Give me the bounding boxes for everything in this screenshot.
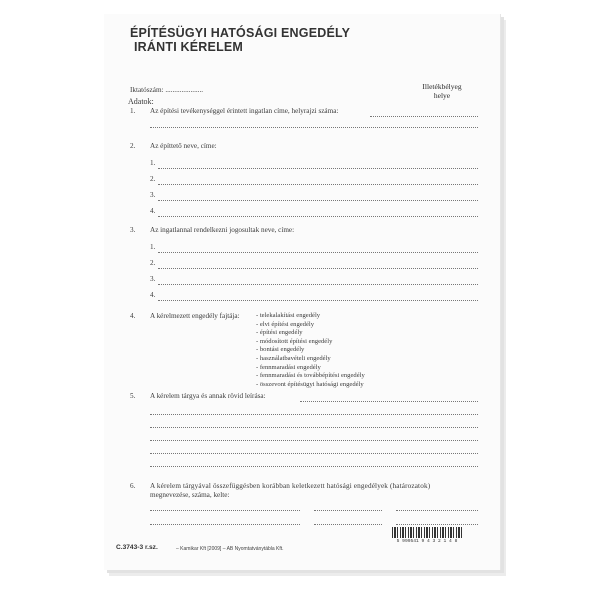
q4-option: - telekalakítási engedély — [256, 312, 321, 319]
q5-line-1[interactable] — [150, 414, 478, 415]
q4-option: - bontási engedély — [256, 346, 305, 354]
q6-date-line-2[interactable] — [396, 524, 478, 525]
barcode-number: 5 999541 9 4 3 2 1 4 8 — [396, 539, 458, 544]
q1-line[interactable] — [150, 127, 478, 128]
q3-number: 3. — [130, 226, 136, 234]
form-title-line1: ÉPÍTÉSÜGYI HATÓSÁGI ENGEDÉLY — [130, 26, 351, 40]
q3-line-3[interactable] — [158, 284, 478, 285]
q3-line-4[interactable] — [158, 300, 478, 301]
q4-option: - építési engedély — [256, 329, 303, 337]
publisher-info: – Kamikar Kft [2009] – AB Nyomtatványtábla Kft. — [176, 546, 284, 552]
q4-label: A kérelmezett engedély fajtája: — [150, 312, 240, 320]
form-page — [104, 14, 501, 570]
barcode-icon — [392, 527, 462, 538]
q4-number: 4. — [130, 312, 136, 320]
q2-item-number: 1. — [150, 159, 156, 167]
q4-option: - elvi építési engedély — [256, 320, 315, 328]
q2-line-1[interactable] — [158, 168, 478, 169]
adatok-heading: Adatok: — [128, 97, 154, 106]
stamp-area — [412, 82, 472, 100]
q2-line-4[interactable] — [158, 216, 478, 217]
q6-label-line1: A kérelem tárgyával összefüggésben korábban keletkezett hatósági engedélyek (határozatok) — [150, 482, 431, 490]
q3-line-2[interactable] — [158, 268, 478, 269]
q4-option: - módosított építési engedély — [256, 337, 333, 345]
q2-line-2[interactable] — [158, 184, 478, 185]
q4-option: - összevont építésügyi hatósági engedély — [256, 380, 364, 388]
q3-item-number: 3. — [150, 275, 156, 283]
q5-line-3[interactable] — [150, 440, 478, 441]
q3-line-1[interactable] — [158, 252, 478, 253]
q6-label-line2: megnevezése, száma, kelte: — [150, 491, 230, 499]
form-code: C.3743-3 r.sz. — [116, 544, 158, 551]
q1-label: Az építési tevékenységgel érintett ingatlan címe, helyrajzi száma: — [150, 107, 339, 115]
q3-item-number: 2. — [150, 259, 156, 267]
q6-number-line-1[interactable] — [314, 510, 382, 511]
q3-item-number: 4. — [150, 291, 156, 299]
q4-option: - fennmaradási engedély — [256, 363, 321, 371]
q5-label: A kérelem tárgya és annak rövid leírása: — [150, 392, 266, 400]
q5-line-4[interactable] — [150, 453, 478, 454]
q5-line-5[interactable] — [150, 466, 478, 467]
q5-line-inline[interactable] — [300, 401, 478, 402]
q6-number: 6. — [130, 482, 136, 490]
q3-label: Az ingatlannal rendelkezni jogosultak neve, címe: — [150, 226, 295, 234]
q3-item-number: 1. — [150, 243, 156, 251]
stamp-label-line2: helye — [433, 91, 451, 100]
q2-item-number: 4. — [150, 207, 156, 215]
q2-item-number: 3. — [150, 191, 156, 199]
q1-line-inline[interactable] — [370, 116, 478, 117]
q5-number: 5. — [130, 392, 136, 400]
q6-name-line-2[interactable] — [150, 524, 300, 525]
q1-number: 1. — [130, 107, 136, 115]
q4-option: - használatbavételi engedély — [256, 354, 331, 362]
q4-options-list — [256, 312, 365, 389]
iktatoszam-field: Iktatószám: ..................... — [130, 86, 204, 94]
q2-item-number: 2. — [150, 175, 156, 183]
stamp-label-line1: Illetékbélyeg — [422, 82, 462, 91]
q2-line-3[interactable] — [158, 200, 478, 201]
q2-label: Az építtető neve, címe: — [150, 142, 217, 150]
q6-date-line-1[interactable] — [396, 510, 478, 511]
q5-line-2[interactable] — [150, 427, 478, 428]
form-title-line2: IRÁNTI KÉRELEM — [134, 40, 244, 54]
q6-name-line-1[interactable] — [150, 510, 300, 511]
q4-option: - fennmaradási és továbbépítési engedély — [256, 372, 365, 380]
q2-number: 2. — [130, 142, 136, 150]
q6-number-line-2[interactable] — [314, 524, 382, 525]
